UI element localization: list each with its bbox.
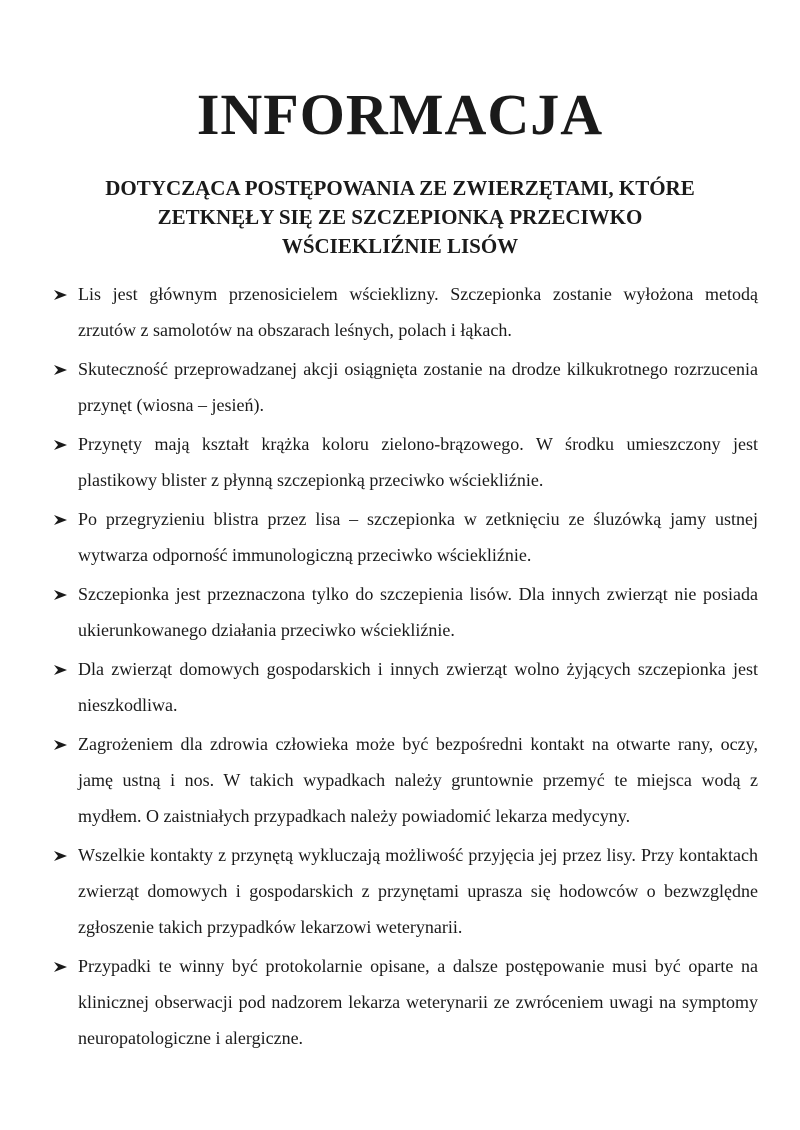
list-item-text: Skuteczność przeprowadzanej akcji osiągnięta zostanie na drodze kilkukrotnego rozrzucenia przynęt (wiosna – jesień). [78,359,758,415]
arrowhead-bullet-icon [54,365,67,375]
list-item-text: Szczepionka jest przeznaczona tylko do szczepienia lisów. Dla innych zwierząt nie posiada ukierunkowanego działania przeciwko wściekliźnie. [78,584,758,640]
subtitle-line: ZETKNĘŁY SIĘ ZE SZCZEPIONKĄ PRZECIWKO [157,205,643,229]
subtitle-line: WŚCIEKLIŹNIE LISÓW [281,234,519,258]
arrowhead-bullet-icon [54,590,67,600]
list-item-text: Wszelkie kontakty z przynętą wykluczają możliwość przyjęcia jej przez lisy. Przy kontaktach zwierząt domowych i gospodarskich z przynętami uprasza się hodowców o bezwzględne zgłoszenie takich przypadków lekarzowi weterynarii. [78,845,758,937]
arrowhead-bullet-icon [54,740,67,750]
page-title: INFORMACJA [196,82,604,147]
arrowhead-bullet-icon [54,515,67,525]
arrowhead-bullet-icon [54,665,67,675]
list-item-text: Przypadki te winny być protokolarnie opisane, a dalsze postępowanie musi być oparte na klinicznej obserwacji pod nadzorem lekarza weterynarii ze zwróceniem uwagi na symptomy neuropatologiczne i alergiczne. [78,956,758,1048]
arrowhead-bullet-icon [54,290,67,300]
list-item-text: Lis jest głównym przenosicielem wścieklizny. Szczepionka zostanie wyłożona metodą zrzutów z samolotów na obszarach leśnych, polach i łąkach. [78,284,758,340]
arrowhead-bullet-icon [54,440,67,450]
list-item-text: Dla zwierząt domowych gospodarskich i innych zwierząt wolno żyjących szczepionka jest nieszkodliwa. [78,659,758,715]
list-item [54,426,758,498]
arrowhead-bullet-icon [54,962,67,972]
list-item [54,501,758,573]
list-item-text: Przynęty mają kształt krążka koloru zielono-brązowego. W środku umieszczony jest plastikowy blister z płynną szczepionką przeciwko wściekliźnie. [78,434,758,490]
list-item [54,948,758,1056]
list-item [54,576,758,648]
information-list [54,276,758,1059]
arrowhead-bullet-icon [54,851,67,861]
page-subtitle [40,174,760,261]
list-item-text: Po przegryzieniu blistra przez lisa – szczepionka w zetknięciu ze śluzówką jamy ustnej wytwarza odporność immunologiczną przeciwko wściekliźnie. [78,509,758,565]
list-item [54,276,758,348]
list-item [54,351,758,423]
subtitle-line: DOTYCZĄCA POSTĘPOWANIA ZE ZWIERZĘTAMI, KTÓRE [105,176,695,200]
list-item [54,651,758,723]
list-item-text: Zagrożeniem dla zdrowia człowieka może być bezpośredni kontakt na otwarte rany, oczy, jamę ustną i nos. W takich wypadkach należy gruntownie przemyć te miejsca wodą z mydłem. O zaistniałych przypadkach należy powiadomić lekarza medycyny. [78,734,758,826]
list-item [54,726,758,834]
list-item [54,837,758,945]
